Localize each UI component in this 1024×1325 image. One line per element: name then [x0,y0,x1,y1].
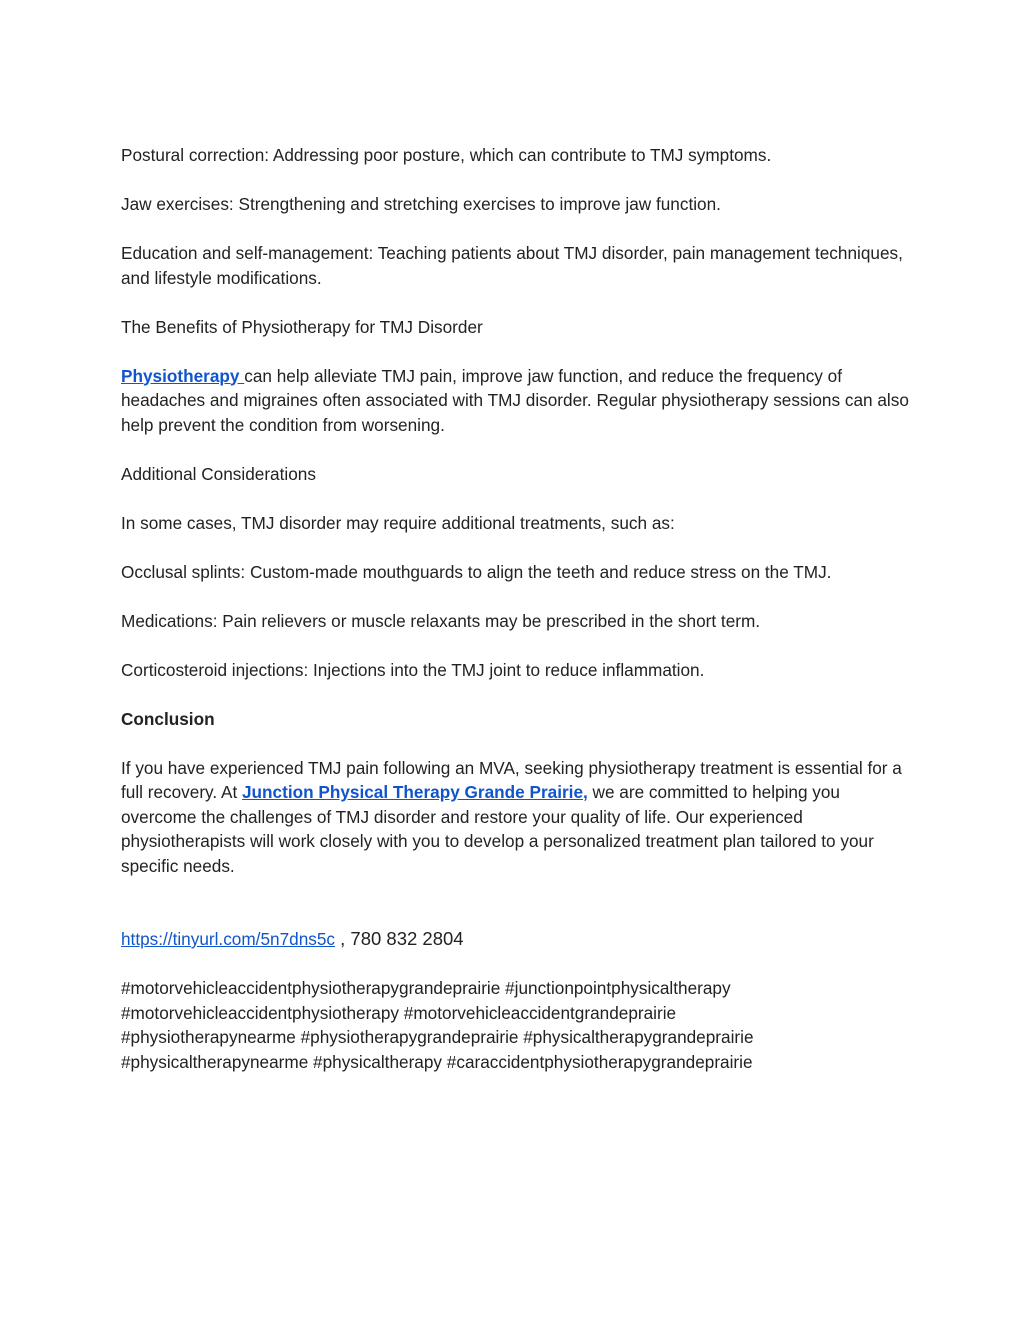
additional-considerations-heading: Additional Considerations [121,463,316,484]
jaw-exercises-paragraph: Jaw exercises: Strengthening and stretching exercises to improve jaw function. [121,194,721,214]
benefits-heading: The Benefits of Physiotherapy for TMJ Disorder [121,316,483,337]
education-paragraph: Education and self-management: Teaching patients about TMJ disorder, pain management techniques, and lifestyle modifications. [121,243,903,288]
conclusion-heading: Conclusion [121,708,215,729]
hashtag-line: #physicaltherapynearme #physicaltherapy #caraccidentphysiotherapygrandeprairie [121,1051,753,1072]
tinyurl-link[interactable]: https://tinyurl.com/5n7dns5c [121,929,335,949]
postural-correction-paragraph: Postural correction: Addressing poor posture, which can contribute to TMJ symptoms. [121,145,772,165]
conclusion-text-after: we are committed to helping you overcome the challenges of TMJ disorder and restore your quality of life. Our experienced physiotherapists will work closely with you to develop a personalized treatment plan tailored to your specific needs. [121,782,874,876]
physiotherapy-link[interactable]: Physiotherapy [121,365,245,386]
conclusion-text-before: If you have experienced TMJ pain following an MVA, seeking physiotherapy treatment is essential for a full recovery. At [121,757,902,802]
contact-separator: , [335,928,351,949]
corticosteroid-paragraph: Corticosteroid injections: Injections into the TMJ joint to reduce inflammation. [121,659,705,680]
medications-paragraph: Medications: Pain relievers or muscle relaxants may be prescribed in the short term. [121,610,761,631]
benefits-text: can help alleviate TMJ pain, improve jaw function, and reduce the frequency of headaches and migraines often associated with TMJ disorder. Regular physiotherapy sessions can also help prevent the condition from worsening. [121,365,909,435]
hashtags-block [121,976,911,1074]
conclusion-paragraph [121,756,911,879]
hashtag-line: #motorvehicleaccidentphysiotherapy #motorvehicleaccidentgrandeprairie [121,1002,677,1023]
contact-line [121,927,911,952]
benefits-paragraph [121,364,911,438]
additional-intro-paragraph: In some cases, TMJ disorder may require additional treatments, such as: [121,512,675,533]
document-body [121,143,911,1074]
phone-number: 780 832 2804 [350,928,464,949]
occlusal-splints-paragraph: Occlusal splints: Custom-made mouthguards to align the teeth and reduce stress on the TMJ. [121,561,832,582]
hashtag-line: #motorvehicleaccidentphysiotherapygrandeprairie #junctionpointphysicaltherapy [121,978,731,998]
junction-physical-therapy-link[interactable]: Junction Physical Therapy Grande Prairie, [242,782,588,802]
hashtag-line: #physiotherapynearme #physiotherapygrandeprairie #physicaltherapygrandeprairie [121,1027,754,1047]
